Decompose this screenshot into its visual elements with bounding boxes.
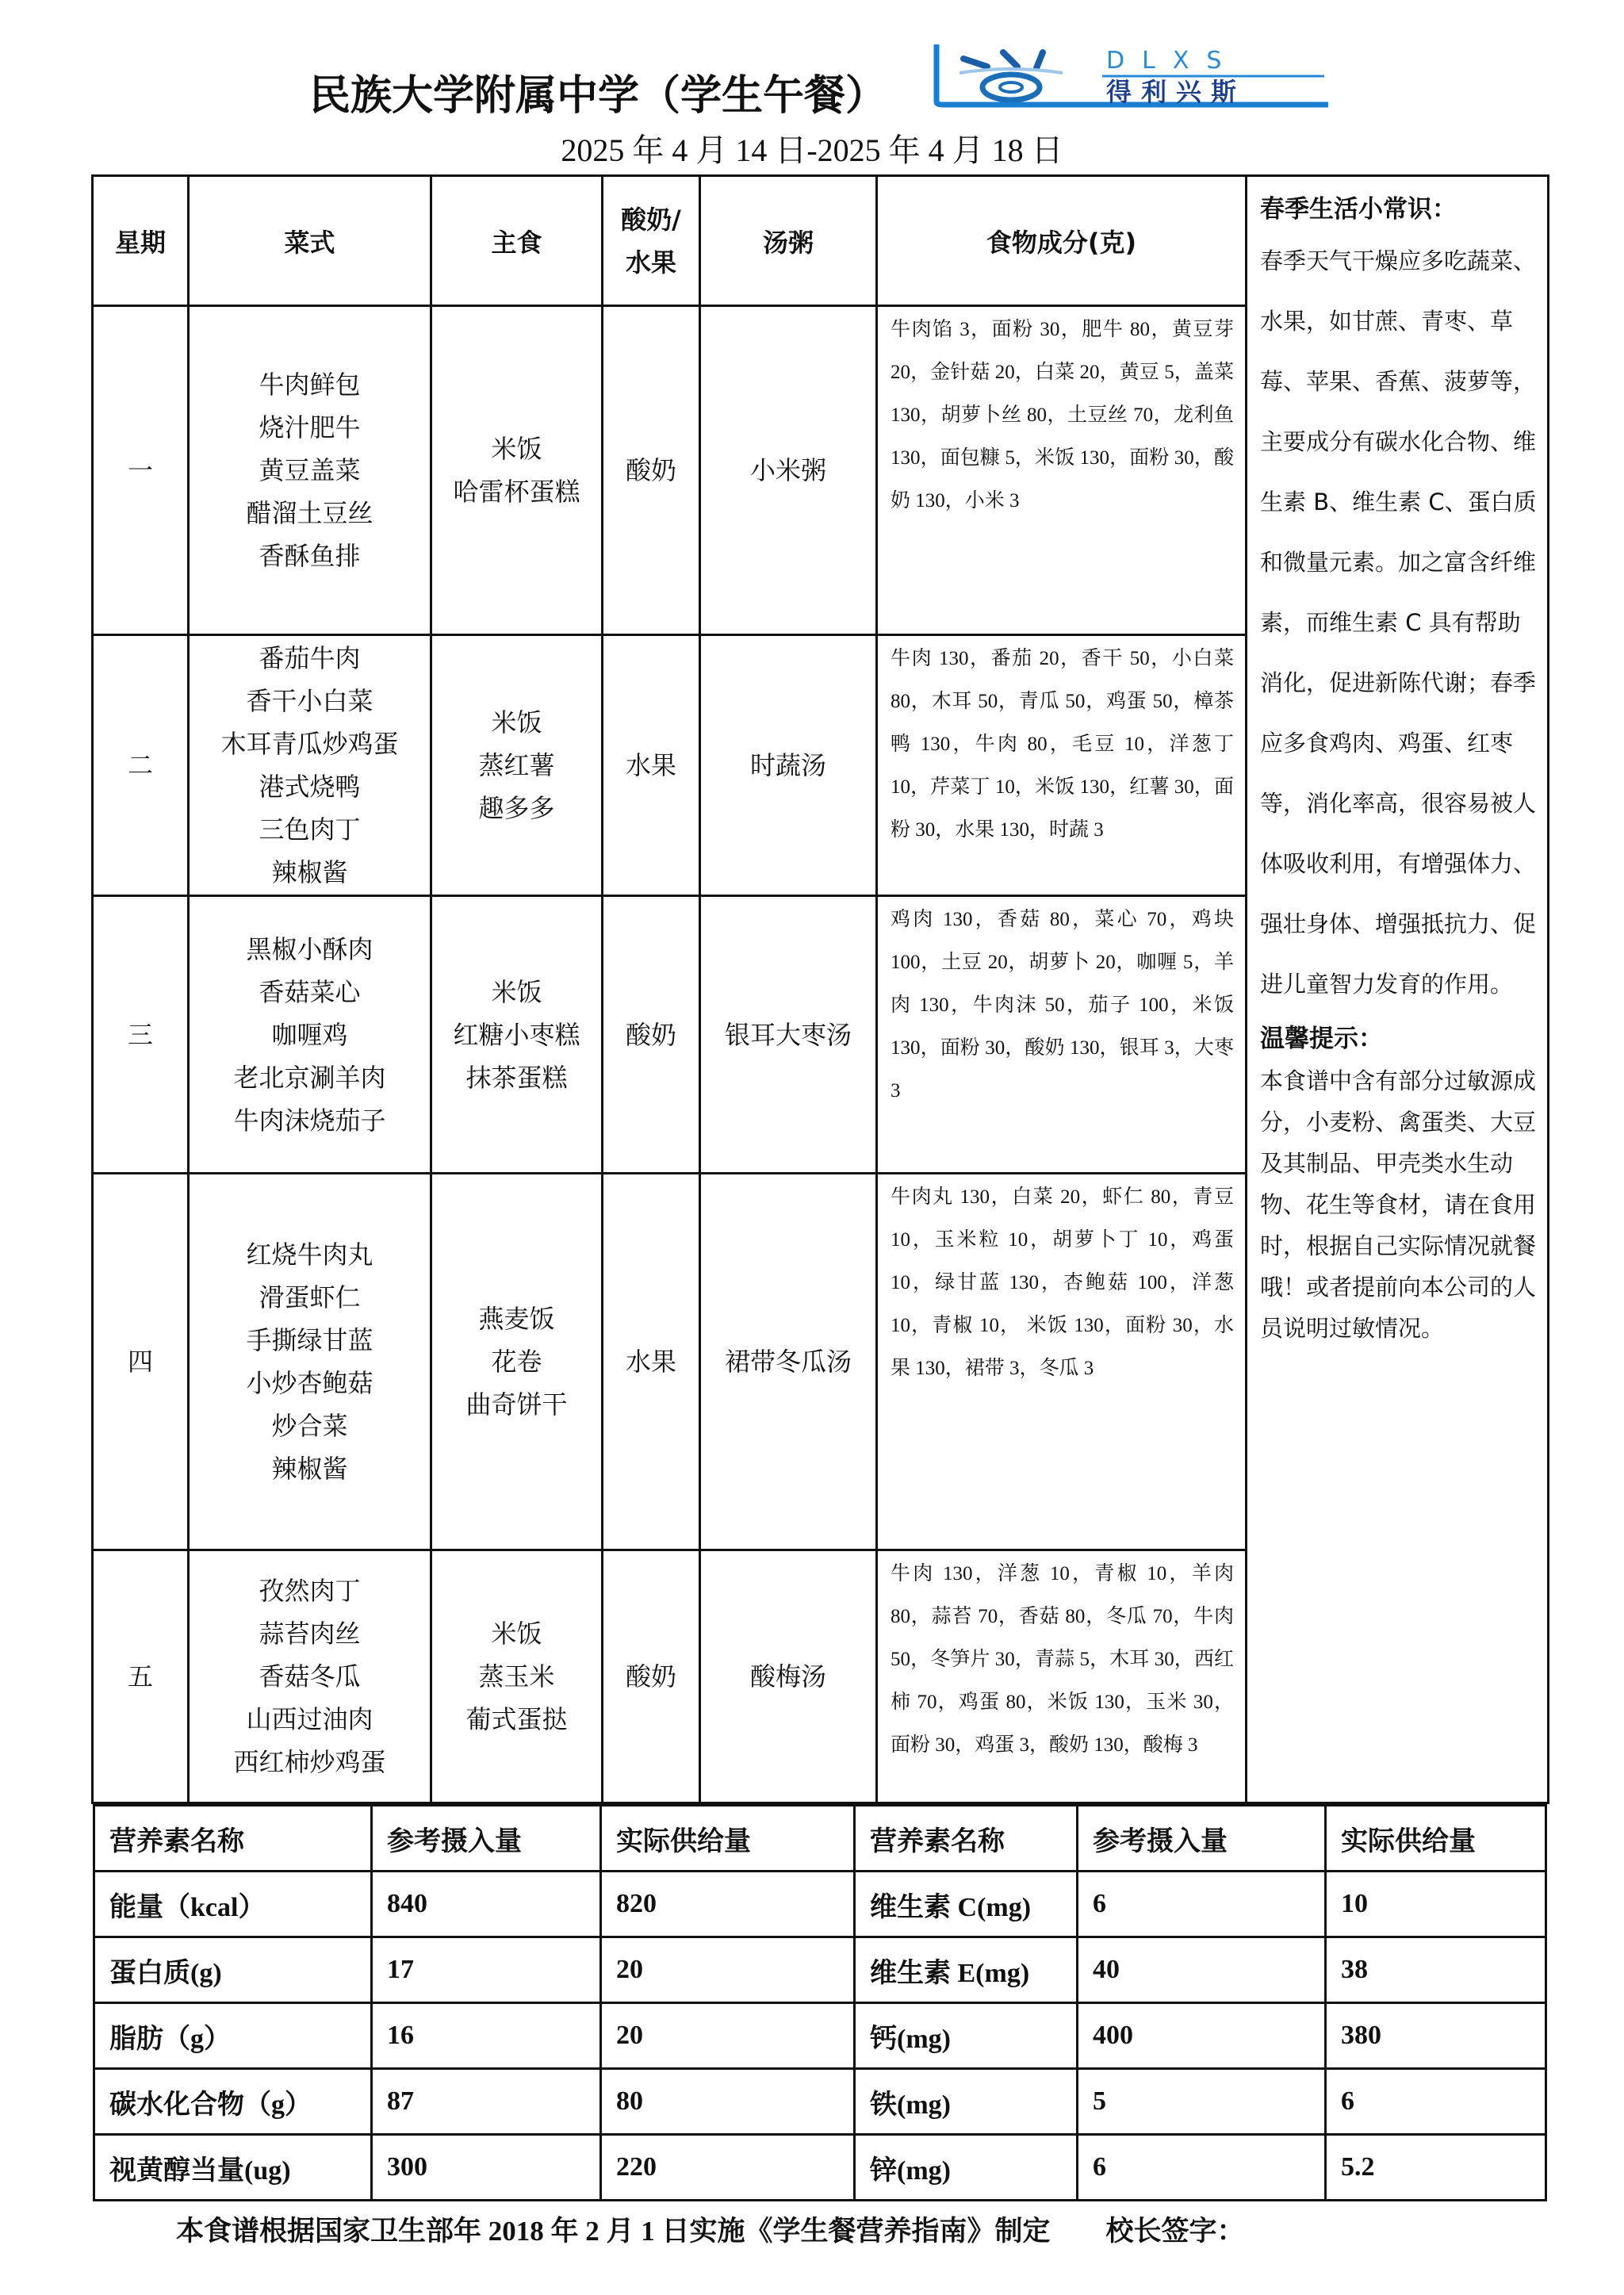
sidebar-notes: [1247, 176, 1549, 1803]
nutrition-cell: 220: [601, 2135, 855, 2201]
staple-item: 米饭: [491, 434, 542, 464]
ingredients-cell: 牛肉丸 130，白菜 20，虾仁 80，青豆 10，玉米粒 10，胡萝卜丁 10，鸡蛋 10，绿甘蓝 130，杏鲍菇 100，洋葱 10，青椒 10， 米饭 130，面粉 30，水果 130，裙带 3，冬瓜 3: [877, 1174, 1247, 1550]
nutrition-cell: 维生素 C(mg): [855, 1872, 1078, 1937]
soup-cell: 裙带冬瓜汤: [700, 1174, 877, 1550]
dishes-item: 牛肉沫烧茄子: [233, 1105, 386, 1136]
staple-item: 米饭: [491, 1619, 542, 1649]
dishes-item: 黄豆盖菜: [259, 455, 361, 485]
yogurt-fruit-cell: 酸奶: [603, 306, 700, 635]
date-range: 2025 年 4 月 14 日-2025 年 4 月 18 日: [561, 132, 1063, 168]
day-cell: 五: [93, 1550, 189, 1803]
nutrition-cell: 6: [1078, 2135, 1326, 2201]
yogurt-fruit-cell: 酸奶: [603, 896, 700, 1174]
nutrition-cell: 820: [601, 1872, 855, 1937]
staple-item: 蒸红薯: [478, 750, 555, 780]
dishes-item: 咖喱鸡: [271, 1019, 348, 1050]
nutrition-header: 实际供给量: [601, 1806, 855, 1872]
footer: [91, 2201, 1547, 2249]
svg-text:得利兴斯: 得利兴斯: [1106, 77, 1247, 107]
nutrition-cell: 视黄醇当量(ug): [94, 2135, 372, 2201]
dishes-item: 港式烧鸭: [259, 772, 361, 802]
dishes-item: 醋溜土豆丝: [246, 498, 373, 528]
ingredients-cell: 牛肉 130，洋葱 10，青椒 10，羊肉 80，蒜苔 70，香菇 80，冬瓜 70，牛肉 50，冬笋片 30，青蒜 5，木耳 30，西红柿 70，鸡蛋 80，米饭 130，玉米 30，面粉 30，鸡蛋 3，酸奶 130，酸梅 3: [877, 1550, 1247, 1803]
nutrition-cell: 20: [601, 1937, 855, 2003]
nutrition-cell: 20: [601, 2003, 855, 2069]
dishes-item: 黑椒小酥肉: [246, 933, 373, 964]
nutrition-table: [93, 1804, 1547, 2201]
page-title: 民族大学附属中学（学生午餐）: [309, 72, 887, 120]
col-ingredients: 食物成分(克): [877, 176, 1247, 306]
day-cell: 三: [93, 896, 189, 1174]
dishes-item: 山西过油肉: [246, 1704, 373, 1734]
dishes-item: 西红柿炒鸡蛋: [233, 1747, 386, 1777]
staple-item: 红糖小枣糕: [453, 1019, 580, 1050]
nutrition-row: [94, 2135, 1546, 2201]
dishes-item: 小炒杏鲍菇: [246, 1368, 373, 1398]
staple-item: 燕麦饭: [478, 1304, 555, 1334]
nutrition-row: [94, 2069, 1546, 2135]
dishes-item: 辣椒酱: [271, 857, 348, 887]
staple-item: 花卷: [491, 1347, 542, 1377]
col-dishes: 菜式: [189, 176, 431, 306]
dishes-item: 烧汁肥牛: [259, 412, 361, 443]
dishes-item: 炒合菜: [271, 1411, 348, 1441]
warning-title: 温馨提示：: [1260, 1025, 1383, 1053]
yogurt-fruit-cell: 水果: [603, 1174, 700, 1550]
staple-item: 趣多多: [478, 793, 555, 823]
dishes-item: 辣椒酱: [271, 1454, 348, 1484]
nutrition-header: 参考摄入量: [372, 1806, 601, 1872]
dishes-cell: [189, 896, 431, 1174]
nutrition-cell: 5: [1078, 2069, 1326, 2135]
soup-cell: 酸梅汤: [700, 1550, 877, 1803]
dishes-item: 滑蛋虾仁: [259, 1282, 361, 1312]
nutrition-row: [94, 2003, 1546, 2069]
dishes-item: 孜然肉丁: [259, 1576, 361, 1606]
company-logo: [932, 41, 1344, 109]
yogurt-fruit-cell: 水果: [603, 635, 700, 896]
tips-text: 春季天气干燥应多吃蔬菜、水果，如甘蔗、青枣、草莓、苹果、香蕉、菠萝等，主要成分有碳水化合物、维生素 B、维生素 C、蛋白质和微量元素。加之富含纤维素，而维生素 C 具有帮助消化，促进新陈代谢；春季应多食鸡肉、鸡蛋、红枣等，消化率高，很容易被人体吸收利用，有增强体力、强壮身体、增强抵抗力、促进儿童智力发育的作用。: [1260, 247, 1537, 998]
nutrition-cell: 400: [1078, 2003, 1326, 2069]
nutrition-cell: 能量（kcal）: [94, 1872, 372, 1937]
dishes-cell: [189, 306, 431, 635]
nutrition-cell: 300: [372, 2135, 601, 2201]
nutrition-cell: 80: [601, 2069, 855, 2135]
menu-table: [91, 174, 1549, 1804]
nutrition-cell: 铁(mg): [855, 2069, 1078, 2135]
staple-item: 蒸玉米: [478, 1661, 555, 1692]
staple-cell: [431, 1174, 603, 1550]
col-yogurt-fruit-label: 酸奶/水果: [621, 204, 681, 278]
col-staple: 主食: [431, 176, 603, 306]
staple-item: 葡式蛋挞: [465, 1704, 568, 1734]
soup-cell: 时蔬汤: [700, 635, 877, 896]
nutrition-cell: 蛋白质(g): [94, 1937, 372, 2003]
staple-cell: [431, 306, 603, 635]
ingredients-cell: 牛肉馅 3，面粉 30，肥牛 80，黄豆芽 20，金针菇 20，白菜 20，黄豆 5，盖菜 130，胡萝卜丝 80，土豆丝 70，龙利鱼 130，面包糠 5，米饭 130，面粉 30，酸奶 130，小米 3: [877, 306, 1247, 635]
nutrition-header: 参考摄入量: [1078, 1806, 1326, 1872]
dishes-cell: [189, 635, 431, 896]
dishes-item: 手撕绿甘蓝: [246, 1325, 373, 1355]
nutrition-header: 实际供给量: [1326, 1806, 1546, 1872]
nutrition-row: [94, 1872, 1546, 1937]
nutrition-cell: 38: [1326, 1937, 1546, 2003]
nutrition-cell: 6: [1078, 1872, 1326, 1937]
dishes-item: 番茄牛肉: [259, 643, 361, 673]
day-cell: 二: [93, 635, 189, 896]
nutrition-cell: 6: [1326, 2069, 1546, 2135]
col-yogurt-fruit: [603, 176, 700, 306]
tips-title: 春季生活小常识：: [1260, 195, 1457, 224]
signature-label: 校长签字：: [1105, 2216, 1245, 2247]
staple-item: 曲奇饼干: [465, 1389, 568, 1420]
dishes-item: 香菇菜心: [259, 976, 361, 1007]
nutrition-cell: 380: [1326, 2003, 1546, 2069]
nutrition-cell: 40: [1078, 1937, 1326, 2003]
dishes-item: 蒜苔肉丝: [259, 1619, 361, 1649]
staple-item: 米饭: [491, 976, 542, 1007]
footer-note: 本食谱根据国家卫生部年 2018 年 2 月 1 日实施《学生餐营养指南》制定: [176, 2216, 1051, 2247]
dishes-item: 木耳青瓜炒鸡蛋: [220, 729, 399, 759]
nutrition-header: 营养素名称: [855, 1806, 1078, 1872]
staple-item: 抹茶蛋糕: [465, 1062, 568, 1093]
soup-cell: 银耳大枣汤: [700, 896, 877, 1174]
day-cell: 四: [93, 1174, 189, 1550]
nutrition-cell: 87: [372, 2069, 601, 2135]
content: [91, 174, 1547, 2249]
nutrition-cell: 维生素 E(mg): [855, 1937, 1078, 2003]
nutrition-cell: 840: [372, 1872, 601, 1937]
staple-item: 哈雷杯蛋糕: [453, 477, 580, 507]
dishes-item: 香干小白菜: [246, 686, 373, 716]
col-day: 星期: [93, 176, 189, 306]
staple-item: 米饭: [491, 707, 542, 738]
dishes-cell: [189, 1550, 431, 1803]
nutrition-cell: 锌(mg): [855, 2135, 1078, 2201]
staple-cell: [431, 1550, 603, 1803]
dishes-item: 牛肉鲜包: [259, 370, 361, 400]
yogurt-fruit-cell: 酸奶: [603, 1550, 700, 1803]
nutrition-cell: 钙(mg): [855, 2003, 1078, 2069]
staple-cell: [431, 896, 603, 1174]
warning-text: 本食谱中含有部分过敏源成分，小麦粉、禽蛋类、大豆及其制品、甲壳类水生动物、花生等食材，请在食用时，根据自己实际情况就餐哦！或者提前向本公司的人员说明过敏情况。: [1260, 1067, 1537, 1342]
dishes-item: 红烧牛肉丸: [246, 1239, 373, 1270]
soup-cell: 小米粥: [700, 306, 877, 635]
nutrition-cell: 脂肪（g）: [94, 2003, 372, 2069]
nutrition-row: [94, 1937, 1546, 2003]
dishes-cell: [189, 1174, 431, 1550]
dishes-item: 香酥鱼排: [259, 541, 361, 571]
staple-cell: [431, 635, 603, 896]
ingredients-cell: 牛肉 130，番茄 20，香干 50，小白菜 80，木耳 50，青瓜 50，鸡蛋 50，樟茶鸭 130，牛肉 80，毛豆 10，洋葱丁 10，芹菜丁 10，米饭 130，红薯 30，面粉 30，水果 130，时蔬 3: [877, 635, 1247, 896]
nutrition-cell: 碳水化合物（g）: [94, 2069, 372, 2135]
day-cell: 一: [93, 306, 189, 635]
nutrition-cell: 17: [372, 1937, 601, 2003]
nutrition-cell: 5.2: [1326, 2135, 1546, 2201]
nutrition-cell: 16: [372, 2003, 601, 2069]
nutrition-header: 营养素名称: [94, 1806, 372, 1872]
svg-text:DLXS: DLXS: [1106, 47, 1239, 75]
ingredients-cell: 鸡肉 130，香菇 80，菜心 70，鸡块 100，土豆 20，胡萝卜 20，咖喱 5，羊肉 130，牛肉沫 50，茄子 100，米饭 130，面粉 30，酸奶 130，银耳 3，大枣 3: [877, 896, 1247, 1174]
dishes-item: 老北京涮羊肉: [233, 1062, 386, 1093]
nutrition-cell: 10: [1326, 1872, 1546, 1937]
col-soup: 汤粥: [700, 176, 877, 306]
dishes-item: 三色肉丁: [259, 814, 361, 845]
dishes-item: 香菇冬瓜: [259, 1661, 361, 1692]
